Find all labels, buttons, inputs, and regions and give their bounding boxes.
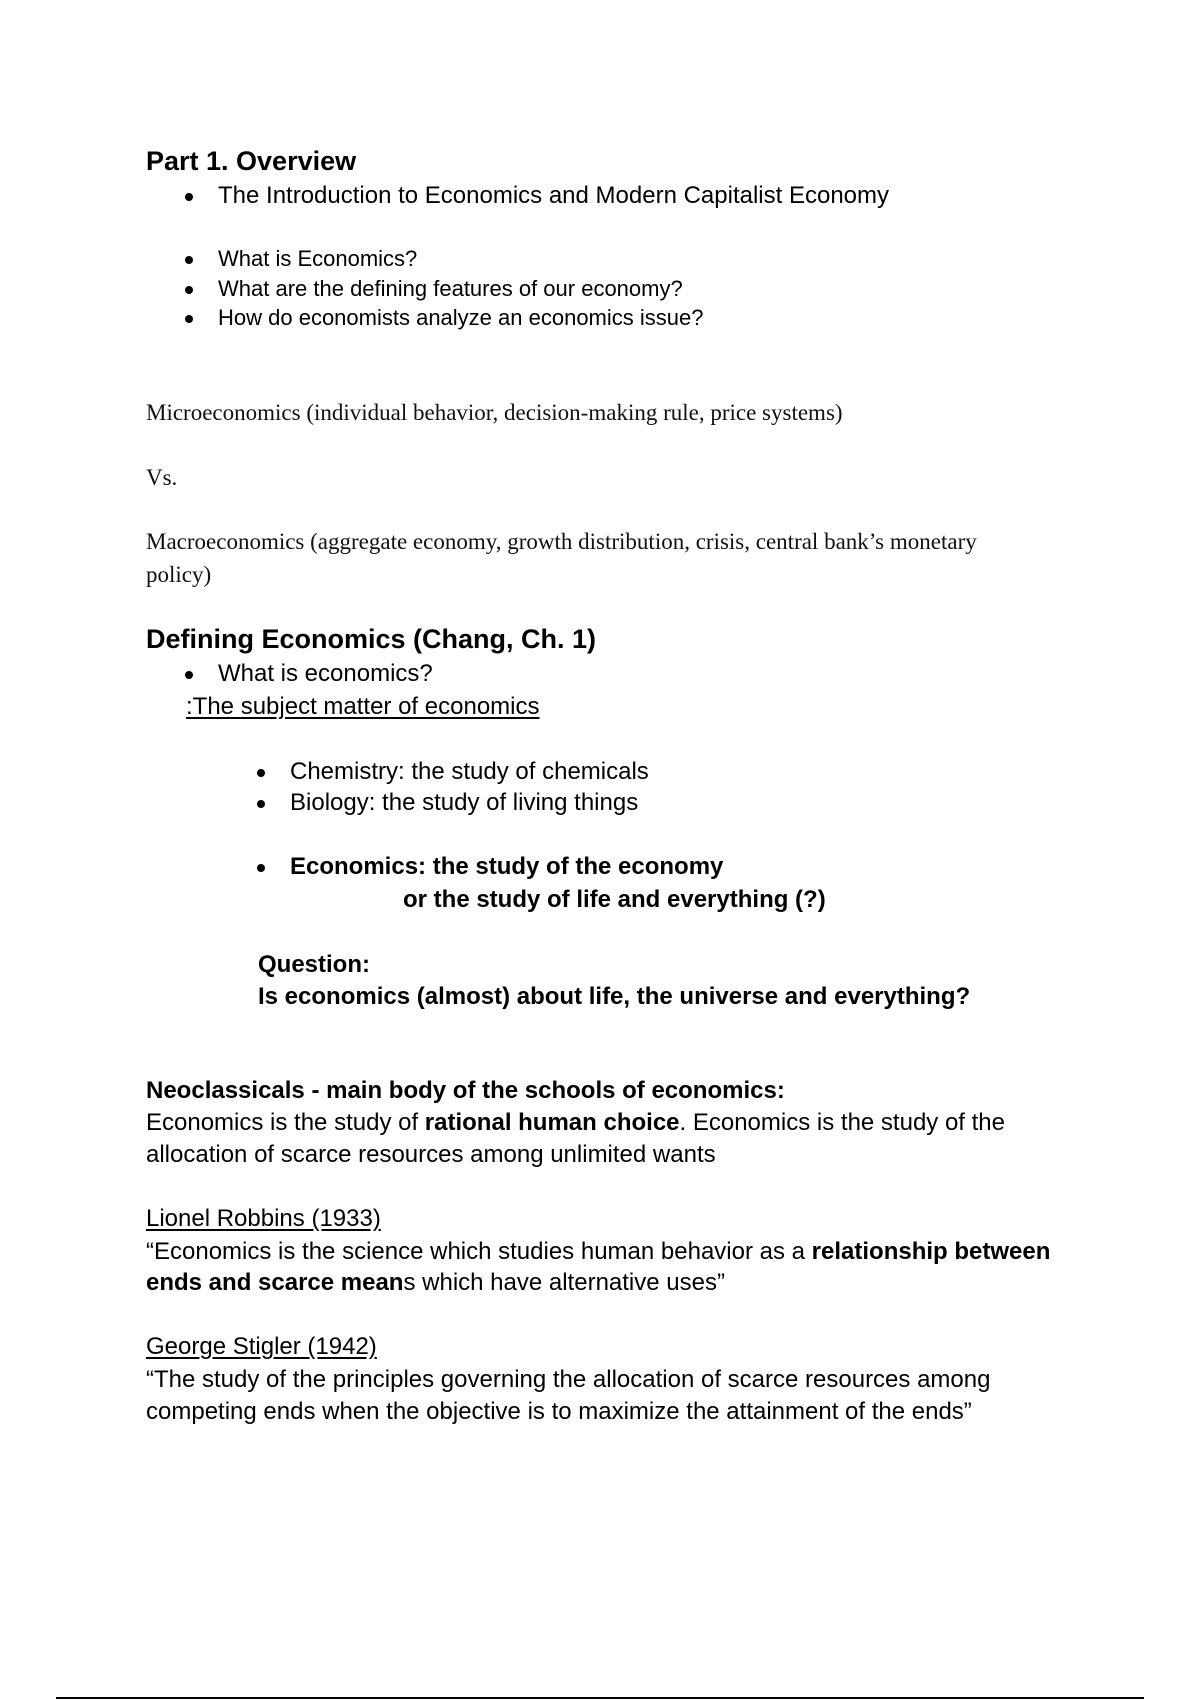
microeconomics-line: Microeconomics (individual behavior, decision-making rule, price systems) xyxy=(146,400,843,425)
chemistry-line: Chemistry: the study of chemicals xyxy=(290,758,649,785)
robbins-line-1-bold: relationship between xyxy=(811,1238,1051,1265)
bullet-icon xyxy=(185,671,193,679)
bullet-icon xyxy=(185,286,193,294)
stigler-quote-line-2: competing ends when the objective is to maximize the attainment of the ends” xyxy=(146,1398,972,1425)
bullet-icon xyxy=(185,193,193,201)
robbins-line-1-a: “Economics is the science which studies human behavior as a xyxy=(146,1238,812,1265)
overview-question-2: What are the defining features of our economy? xyxy=(218,276,683,301)
subject-matter-line: :The subject matter of economics xyxy=(186,693,540,720)
robbins-quote-line-2 xyxy=(146,1269,725,1297)
economics-definition-line-1: Economics: the study of the economy xyxy=(290,853,724,880)
question-label: Question: xyxy=(258,951,370,978)
macroeconomics-line-1: Macroeconomics (aggregate economy, growth distribution, crisis, central bank’s monetary xyxy=(146,529,977,554)
economics-definition-line-2: or the study of life and everything (?) xyxy=(403,886,826,913)
neoclassical-line-1-bold: rational human choice xyxy=(424,1109,680,1136)
macroeconomics-line-2: policy) xyxy=(146,562,212,587)
robbins-line-2-bold: ends and scarce mean xyxy=(146,1269,404,1296)
defining-heading: Defining Economics (Chang, Ch. 1) xyxy=(146,624,597,654)
neoclassical-line-1-b: . Economics is the study of the xyxy=(679,1109,1006,1136)
overview-question-1: What is Economics? xyxy=(218,246,418,271)
bottom-rule xyxy=(56,1697,1144,1699)
robbins-quote-line-1 xyxy=(146,1238,1050,1266)
defining-bullet: What is economics? xyxy=(218,660,433,687)
vs-line: Vs. xyxy=(146,465,178,490)
neoclassical-heading: Neoclassicals - main body of the schools of economics: xyxy=(146,1077,785,1104)
neoclassical-line-1 xyxy=(146,1109,1005,1137)
robbins-name: Lionel Robbins (1933) xyxy=(146,1205,381,1232)
robbins-line-2-b: s which have alternative uses” xyxy=(403,1269,725,1296)
neoclassical-line-1-a: Economics is the study of xyxy=(146,1109,425,1136)
stigler-quote-line-1: “The study of the principles governing the allocation of scarce resources among xyxy=(146,1366,991,1393)
question-text: Is economics (almost) about life, the universe and everything? xyxy=(258,983,971,1010)
bullet-icon xyxy=(185,315,193,323)
bullet-icon xyxy=(185,256,193,264)
overview-heading: Part 1. Overview xyxy=(146,146,357,176)
overview-main-bullet: The Introduction to Economics and Modern Capitalist Economy xyxy=(218,182,890,209)
bullet-icon xyxy=(257,864,265,872)
overview-question-3: How do economists analyze an economics issue? xyxy=(218,305,704,330)
stigler-name: George Stigler (1942) xyxy=(146,1333,377,1360)
neoclassical-line-2: allocation of scarce resources among unlimited wants xyxy=(146,1141,716,1168)
bullet-icon xyxy=(257,769,265,777)
biology-line: Biology: the study of living things xyxy=(290,789,639,816)
bullet-icon xyxy=(257,800,265,808)
